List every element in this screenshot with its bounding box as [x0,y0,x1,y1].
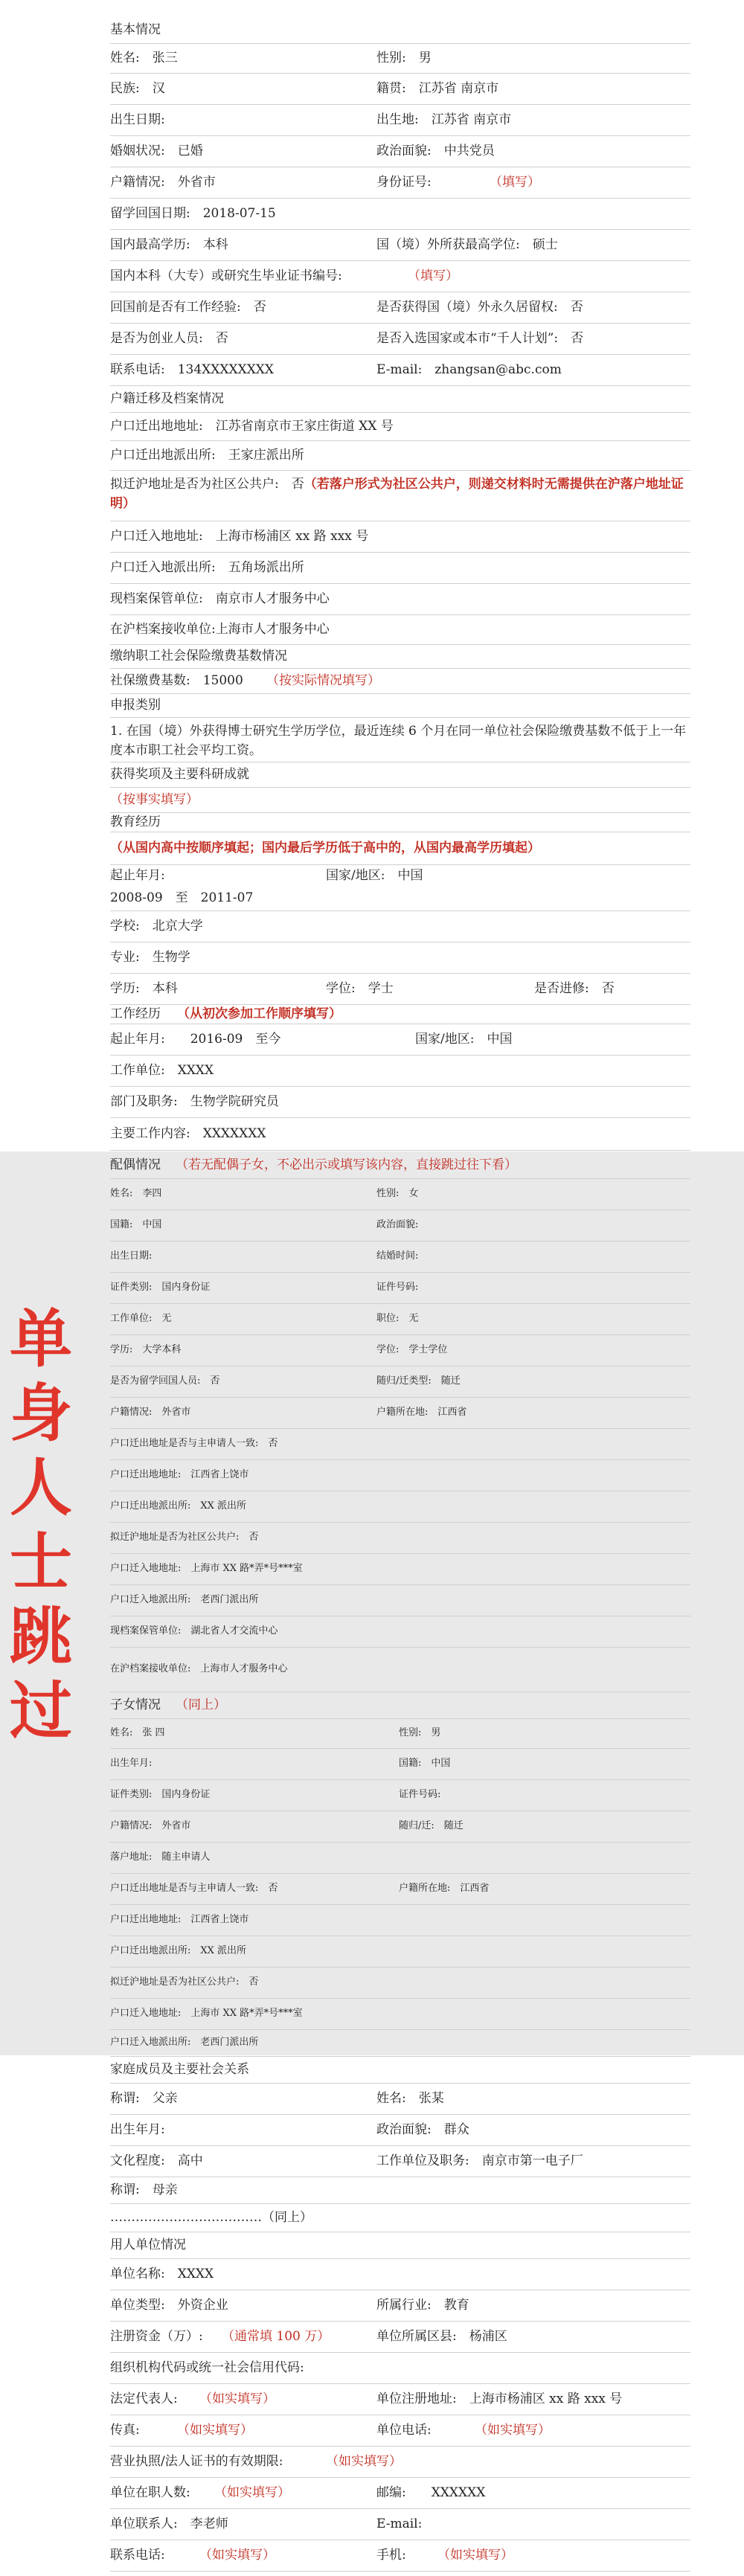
form-row [110,2232,690,2259]
field-text: 营业执照/法人证书的有效期限: [110,2454,283,2469]
field-hint: （如实填写） [199,2548,275,2563]
field-text: 注册资金（万）: [110,2329,203,2344]
field-text: 法定代表人: [110,2392,178,2406]
form-row [110,1904,690,1936]
form-row [110,552,690,584]
field-text: 单位电话: [376,2423,432,2438]
field-text: 起止年月: 2016-09 至今 [110,1032,281,1047]
field-text: 户口迁出地地址: 江苏省南京市王家庄街道 XX 号 [110,419,394,434]
field-text: 户口迁出地地址: 江西省上饶市 [110,1914,249,1925]
form-row [110,762,690,788]
field-text: 出生日期: [110,1250,153,1262]
form-row [110,1553,690,1585]
form-row [110,43,690,74]
form-row [110,1748,690,1780]
field-text: 在沪档案接收单位:上海市人才服务中心 [110,622,330,637]
form-row [110,1152,690,1179]
field-text: 学校: 北京大学 [110,919,203,934]
field-text: 起止年月: [110,868,165,883]
field-text: 留学回国日期: 2018-07-15 [110,206,276,221]
field-text: 户口迁出地址是否与主申请人一致: 否 [110,1883,278,1894]
form-row [110,717,690,762]
field-text: 现档案保管单位: 南京市人才服务中心 [110,591,330,606]
form-row [110,292,690,324]
field-hint: （若无配偶子女，不必出示或填写该内容，直接跳过往下看） [176,1157,517,1172]
field-text: 政治面貌: 群众 [376,2122,469,2137]
field-text: 性别: 女 [376,1188,419,1199]
field-hint: （同上） [176,1697,226,1712]
field-text: 户籍迁移及档案情况 [110,391,224,406]
field-hint: （如实填写） [199,2392,275,2406]
field-text: 姓名: 张 四 [110,1727,165,1738]
field-text: 社保缴费基数: 15000 [110,673,243,688]
form-row [110,1692,690,1719]
field-text: 获得奖项及主要科研成就 [110,767,249,782]
form-row [110,2321,690,2353]
field-text: 学位: 学士 [326,981,394,996]
field-text: 国内本科（大专）或研究生毕业证书编号: [110,269,342,283]
form-row [110,1024,690,1056]
overlay-char: 人 [9,1451,72,1524]
form-row [110,2114,690,2146]
form-row [110,2446,690,2478]
field-text: 联系电话: [110,2548,165,2563]
field-text: 回国前是否有工作经验: 否 [110,300,266,315]
form-row [110,470,690,521]
field-text: 基本情况 [110,22,161,37]
form-row [110,1459,690,1491]
form-row [110,1004,690,1024]
field-text: 证件类别: 国内身份证 [110,1282,211,1293]
field-text: 学历: 大学本科 [110,1344,182,1355]
field-hint: （如实填写） [326,2454,402,2469]
form-row [110,229,690,261]
field-text: 文化程度: 高中 [110,2153,203,2168]
field-text: 拟迁沪地址是否为社区公共户: 否 [110,1532,259,1543]
field-hint: （如实填写） [177,2423,253,2438]
field-text: 户口迁入地派出所: 五角场派出所 [110,560,304,575]
field-text: 性别: 男 [376,51,432,65]
field-text: 证件号码: [399,1789,441,1800]
field-text: 教育经历 [110,815,161,829]
field-text: 出生地: 江苏省 南京市 [376,112,512,127]
form-row [110,1811,690,1843]
field-text: 称谓: 母亲 [110,2182,178,2197]
form-row [110,323,690,355]
form-row [110,1522,690,1554]
field-text: 国（境）外所获最高学位: 硕士 [376,237,558,252]
field-text: 申报类别 [110,698,161,713]
field-text: 户籍情况: 外省市 [110,1820,191,1831]
field-text: 是否进修: 否 [534,981,615,996]
field-paragraph [110,722,690,760]
form-row [110,354,690,386]
field-text: 证件类别: 国内身份证 [110,1789,211,1800]
field-hint: （从国内高中按顺序填起；国内最后学历低于高中的，从国内最高学历填起） [110,841,540,855]
form-row [110,1998,690,2030]
field-text: 主要工作内容: XXXXXXX [110,1126,266,1141]
field-text: 职位: 无 [376,1313,419,1324]
field-paragraph [110,475,690,513]
form-row [110,440,690,471]
form-row [110,73,690,105]
form-row [110,1491,690,1523]
field-text: 姓名: 李四 [110,1188,162,1199]
form-row [110,2290,690,2322]
field-text: 配偶情况 [110,1157,161,1172]
field-text: 国籍: 中国 [399,1758,451,1769]
form-row [110,2508,690,2540]
field-text: 国内最高学历: 本科 [110,237,228,252]
field-text: 户口迁出地派出所: XX 派出所 [110,1945,247,1956]
overlay-char: 身 [9,1377,72,1450]
field-value: 2008-09 至 2011-07 [110,890,254,905]
field-text: 随归/迁: 随迁 [399,1820,464,1831]
field-text: 是否为留学回国人员: 否 [110,1375,220,1387]
form-row [110,1584,690,1616]
form-row [110,135,690,167]
field-hint: （填写） [408,269,458,283]
form-row [110,2083,690,2115]
form-row [110,2145,690,2177]
form-row [110,1117,690,1151]
field-hint: （填写） [490,175,540,190]
field-text: 是否入选国家或本市“千人计划”: 否 [376,331,584,346]
field-text: 学历: 本科 [110,981,178,996]
form-row [110,2383,690,2415]
form-row [110,2352,690,2384]
form-row [110,644,690,669]
form-row [110,2203,690,2232]
form-row [110,167,690,199]
overlay-char: 过 [9,1674,72,1747]
overlay-char: 士 [9,1526,72,1599]
field-text: 单位注册地址: 上海市杨浦区 xx 路 xxx 号 [376,2392,623,2406]
field-text: 户籍情况: 外省市 [110,175,216,190]
field-text: 子女情况 [110,1697,161,1712]
field-text: 户籍情况: 外省市 [110,1407,191,1418]
form-row [110,1366,690,1398]
field-text: 拟迁沪地址是否为社区公共户: 否 [110,1976,259,1988]
field-text: 婚姻状况: 已婚 [110,144,203,158]
form-row [110,198,690,230]
form-row [110,1718,690,1749]
field-text: 国籍: 中国 [110,1219,162,1230]
field-text: 单位联系人: 李老师 [110,2516,228,2531]
form-row [110,1428,690,1460]
field-hint: （如实填写） [475,2423,551,2438]
field-text: 政治面貌: 中共党员 [376,144,495,158]
field-hint: （如实填写） [214,2485,290,2500]
field-text: 单位类型: 外资企业 [110,2298,228,2313]
field-text: 是否为创业人员: 否 [110,331,228,346]
form-row [110,1210,690,1242]
field-text: 户口迁入地地址: 上海市 XX 路*弄*号***室 [110,2008,303,2019]
form-row [110,1334,690,1366]
field-text: 单位在职人数: [110,2485,190,2500]
field-text: 联系电话: 134XXXXXXXX [110,362,274,377]
form-row [110,614,690,645]
form-row [110,412,690,441]
field-text: 传真: [110,2423,140,2438]
field-hint: （通常填 100 万） [222,2329,330,2344]
form-row [110,1055,690,1087]
form-row [110,1241,690,1273]
form-row [110,260,690,292]
form-row [110,1842,690,1874]
form-row [110,2415,690,2447]
field-text: 户口迁入地派出所: 老西门派出所 [110,1594,259,1605]
field-text: 户口迁入地地址: 上海市 XX 路*弄*号***室 [110,1563,303,1574]
form-row [110,385,690,413]
field-text: 户口迁出地地址: 江西省上饶市 [110,1469,249,1480]
field-text: 户籍所在地: 江西省 [376,1407,467,1418]
field-text: 户口迁出地址是否与主申请人一致: 否 [110,1438,278,1449]
field-text: 结婚时间: [376,1250,419,1262]
form-row [110,1616,690,1648]
field-hint: （如实填写） [437,2548,513,2563]
field-text: 户口迁出地派出所: 王家庄派出所 [110,448,304,463]
form-row [110,2477,690,2509]
form-row [110,104,690,136]
field-text: 籍贯: 江苏省 南京市 [376,81,499,96]
field-text: 缴纳职工社会保险缴费基数情况 [110,649,287,664]
form-row [110,1272,690,1304]
field-text: 证件号码: [376,1282,419,1293]
field-text: 国家/地区: 中国 [415,1032,513,1047]
field-text: 政治面貌: [376,1219,419,1230]
form-row [110,693,690,718]
field-text: 所属行业: 教育 [376,2298,469,2313]
field-text: 随归/迁类型: 随迁 [376,1375,461,1387]
field-text: 称谓: 父亲 [110,2091,178,2106]
field-text: 出生年月: [110,2122,165,2137]
field-text: 落户地址: 随主申请人 [110,1851,211,1863]
field-hint: （若落户形式为社区公共户，则递交材料时无需提供在沪落户地址证明） [110,477,684,511]
form-row [110,1303,690,1335]
form-row [110,1779,690,1811]
field-hint: （从初次参加工作顺序填写） [177,1006,341,1021]
form-row [110,583,690,615]
field-text: E-mail: zhangsan@abc.com [376,362,562,377]
form-row [110,864,690,911]
form-row [110,668,690,694]
form-row [110,1647,690,1692]
field-text: 工作单位及职务: 南京市第一电子厂 [376,2153,583,2168]
field-text: 家庭成员及主要社会关系 [110,2062,249,2077]
field-text: 姓名: 张三 [110,51,178,65]
field-text: 出生日期: [110,112,165,127]
field-text: 拟迁沪地址是否为社区公共户: 否 [110,477,304,492]
field-text: ………………………………（同上） [110,2210,312,2225]
single-skip-overlay [9,1302,73,1748]
form-row [110,2177,690,2204]
overlay-char: 单 [9,1303,72,1375]
overlay-char: 跳 [9,1600,72,1673]
form-row [110,1936,690,1968]
field-hint: （按实际情况填写） [266,673,380,688]
field-text: 单位所属区县: 杨浦区 [376,2329,507,2344]
field-text: 是否获得国（境）外永久居留权: 否 [376,300,583,315]
field-text: 学位: 学士学位 [376,1344,448,1355]
field-text: 性别: 男 [399,1727,441,1738]
field-text: 工作经历 [110,1006,161,1021]
form-row [110,1397,690,1429]
form-row [110,521,690,553]
form-row [110,832,690,865]
form-row [110,2056,690,2084]
field-text: 在沪档案接收单位: 上海市人才服务中心 [110,1663,288,1674]
field-text: 组织机构代码或统一社会信用代码: [110,2360,304,2375]
form-row [110,2029,690,2057]
field-text: 部门及职务: 生物学院研究员 [110,1094,279,1109]
field-text: 户籍所在地: 江西省 [399,1883,490,1894]
field-text: 户口迁出地派出所: XX 派出所 [110,1500,247,1512]
form-row [110,2540,690,2572]
form-row [110,973,690,1005]
form-row [110,1086,690,1118]
field-text: 国家/地区: 中国 [326,868,423,883]
field-text: 出生年月: [110,1758,153,1769]
field-text: 单位名称: XXXX [110,2267,214,2281]
field-text: 民族: 汉 [110,81,165,96]
field-text: 手机: [376,2548,406,2563]
field-hint: （按事实填写） [110,792,199,807]
field-text: 工作单位: XXXX [110,1063,214,1078]
field-text: E-mail: [376,2516,423,2531]
field-text: 1. 在国（境）外获得博士研究生学历学位，最近连续 6 个月在同一单位社会保险缴费基数不低于上一年度本市职工社会平均工资。 [110,724,687,758]
form-row [110,910,690,942]
form-row [110,942,690,974]
field-text: 工作单位: 无 [110,1313,172,1324]
field-text: 身份证号: [376,175,432,190]
form-row [110,16,690,44]
form-row [110,1873,690,1905]
field-text: 专业: 生物学 [110,950,190,965]
form-row [110,1178,690,1210]
form-row [110,1967,690,1999]
field-text: 用人单位情况 [110,2238,186,2252]
form-row [110,787,690,813]
field-text: 姓名: 张某 [376,2091,444,2106]
field-text: 户口迁入地派出所: 老西门派出所 [110,2037,259,2048]
field-text: 邮编: XXXXXX [376,2485,486,2500]
field-text: 现档案保管单位: 湖北省人才交流中心 [110,1625,278,1637]
form-row [110,2258,690,2290]
field-text: 户口迁入地地址: 上海市杨浦区 xx 路 xxx 号 [110,529,369,544]
form-row [110,812,690,832]
